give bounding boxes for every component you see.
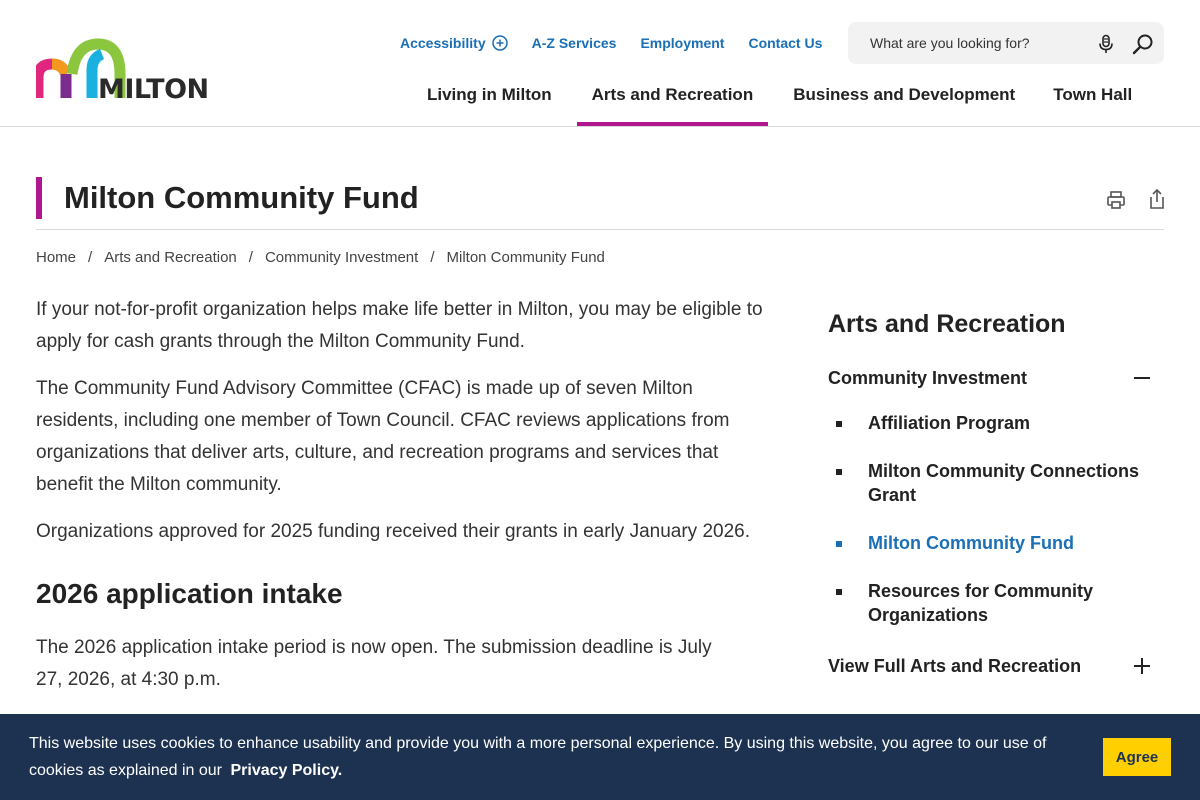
employment-link[interactable]: Employment	[640, 35, 725, 51]
cookie-text-block	[29, 730, 1069, 784]
breadcrumb-home[interactable]: Home	[36, 249, 77, 266]
plus-circle-icon	[492, 35, 508, 51]
search-input[interactable]	[870, 35, 1090, 51]
print-icon[interactable]	[1106, 190, 1126, 210]
sidebar-list	[828, 411, 1164, 627]
contact-us-link[interactable]: Contact Us	[748, 35, 823, 51]
nav-town-hall[interactable]: Town Hall	[1053, 85, 1133, 104]
microphone-icon[interactable]	[1096, 34, 1116, 54]
sidebar-item-community-fund[interactable]: Milton Community Fund	[828, 531, 1164, 555]
search-box	[848, 22, 1164, 64]
sidebar-nav	[828, 310, 1164, 681]
share-icon[interactable]	[1148, 188, 1166, 210]
nav-living-in-milton[interactable]: Living in Milton	[427, 85, 552, 104]
breadcrumb-current: Milton Community Fund	[446, 249, 605, 266]
section-heading: 2026 application intake	[36, 578, 343, 609]
sidebar-view-all-label: View Full Arts and Recreation	[828, 655, 1082, 676]
agree-button[interactable]: Agree	[1103, 738, 1171, 776]
cookie-banner	[0, 714, 1200, 800]
breadcrumb-separator: /	[248, 249, 253, 266]
sidebar-title: Arts and Recreation	[828, 310, 1066, 338]
sidebar-section-label: Community Investment	[828, 367, 1028, 388]
sidebar-section-community-investment[interactable]	[828, 363, 1164, 393]
search-icon[interactable]	[1132, 33, 1154, 55]
az-services-link[interactable]: A-Z Services	[531, 35, 617, 51]
intake-paragraph: The 2026 application intake period is now open. The submission deadline is July 27, 2026, at 4:30 p.m.	[36, 637, 712, 690]
main-content	[36, 294, 766, 711]
breadcrumb-separator: /	[88, 249, 93, 266]
cfac-paragraph: The Community Fund Advisory Committee (CFAC) is made up of seven Milton residents, including one member of Town Council. CFAC reviews applications from organizations that deliver arts, culture, and recreation programs and services that benefit the Milton community.	[36, 378, 730, 495]
accessibility-label: Accessibility	[400, 35, 486, 51]
main-nav	[412, 78, 1132, 126]
site-header	[0, 0, 1200, 127]
title-divider	[36, 229, 1164, 230]
intro-paragraph: If your not-for-profit organization helps make life better in Milton, you may be eligible to apply for cash grants through the Milton Community Fund.	[36, 299, 763, 352]
sidebar-item-connections-grant[interactable]: Milton Community Connections Grant	[828, 459, 1164, 507]
funding-paragraph: Organizations approved for 2025 funding received their grants in early January 2026.	[36, 521, 750, 542]
sidebar-view-all[interactable]	[828, 651, 1164, 681]
milton-logo[interactable]	[36, 34, 228, 105]
breadcrumb-separator: /	[430, 249, 435, 266]
privacy-policy-link[interactable]: Privacy Policy.	[230, 762, 343, 779]
minus-icon[interactable]	[1134, 370, 1150, 386]
breadcrumb-arts[interactable]: Arts and Recreation	[104, 249, 237, 266]
breadcrumb-community-investment[interactable]: Community Investment	[264, 249, 419, 266]
nav-arts-and-recreation[interactable]: Arts and Recreation	[577, 78, 769, 126]
plus-icon[interactable]	[1134, 658, 1150, 674]
title-accent-bar	[36, 177, 42, 219]
sidebar-item-affiliation-program[interactable]: Affiliation Program	[828, 411, 1164, 435]
nav-business-and-development[interactable]: Business and Development	[793, 85, 1016, 104]
breadcrumb	[36, 249, 605, 266]
cookie-message: This website uses cookies to enhance usability and provide you with a more personal experience. By using this website, you agree to our use of cookies as explained in our	[29, 735, 1047, 779]
utility-nav	[400, 34, 846, 52]
page-title: Milton Community Fund	[64, 180, 419, 215]
sidebar-item-resources[interactable]: Resources for Community Organizations	[828, 579, 1164, 627]
accessibility-link[interactable]	[400, 35, 508, 51]
logo-text: MILTON	[98, 74, 209, 105]
